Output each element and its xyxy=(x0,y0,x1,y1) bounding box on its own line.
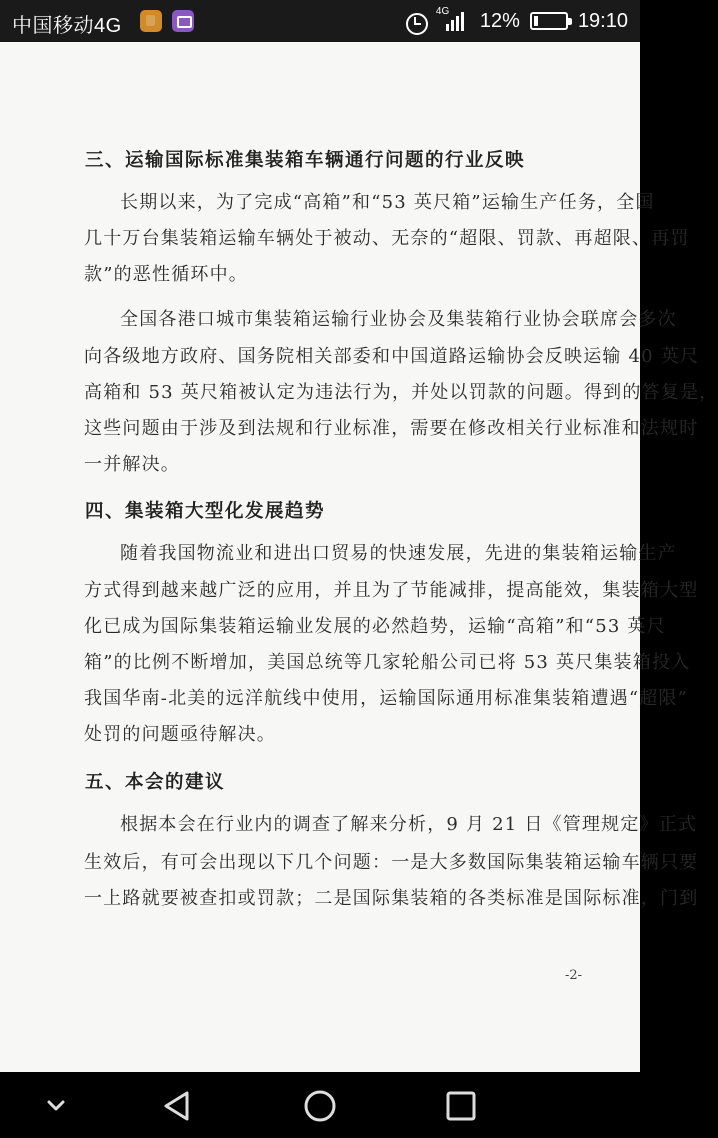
clock: 19:10 xyxy=(577,9,628,32)
paragraph-line: 几十万台集装箱运输车辆处于被动、无奈的“超限、罚款、再超限、再罚 xyxy=(84,228,690,249)
section-heading-4: 四、集装箱大型化发展趋势 xyxy=(85,501,326,522)
paragraph-line: 款”的恶性循环中。 xyxy=(84,264,249,285)
paragraph-line: 长期以来，为了完成“高箱”和“53 英尺箱”运输生产任务，全国 xyxy=(120,192,655,213)
section-heading-3: 三、运输国际标准集装箱车辆通行问题的行业反映 xyxy=(85,150,526,171)
status-indicators xyxy=(404,8,628,34)
gallery-notification-icon xyxy=(172,10,194,32)
section-heading-5: 五、本会的建议 xyxy=(85,772,226,793)
paragraph-line: 一并解决。 xyxy=(84,454,180,475)
status-bar xyxy=(0,0,640,42)
paragraph-line: 一上路就要被查扣或罚款；二是国际集装箱的各类标准是国际标准，门到 xyxy=(84,888,699,909)
paragraph-line: 处罚的问题亟待解决。 xyxy=(84,724,276,745)
paragraph-line: 这些问题由于涉及到法规和行业标准，需要在修改相关行业标准和法规时 xyxy=(84,418,699,439)
paragraph-line: 生效后，有可会出现以下几个问题：一是大多数国际集装箱运输车辆只要 xyxy=(84,852,699,873)
paragraph-line: 全国各港口城市集装箱运输行业协会及集装箱行业协会联席会多次 xyxy=(120,309,677,330)
battery-fill xyxy=(534,16,538,26)
notification-app-icon xyxy=(140,10,162,32)
paragraph-line: 根据本会在行业内的调查了解来分析，9 月 21 日《管理规定》正式 xyxy=(120,814,698,835)
document-page[interactable] xyxy=(0,42,718,1072)
battery-percent: 12% xyxy=(479,9,520,32)
paragraph-line: 随着我国物流业和进出口贸易的快速发展，先进的集装箱运输生产 xyxy=(120,543,677,564)
home-circle-icon[interactable] xyxy=(300,1086,340,1126)
paragraph-line: 我国华南-北美的远洋航线中使用，运输国际通用标准集装箱遭遇“超限” xyxy=(84,688,689,709)
alarm-icon xyxy=(404,10,426,32)
hide-nav-chevron-down-icon[interactable] xyxy=(36,1086,76,1126)
network-type-label: 4G xyxy=(435,6,450,17)
recent-apps-square-icon[interactable] xyxy=(441,1086,481,1126)
battery-icon xyxy=(530,12,568,30)
paragraph-line: 方式得到越来越广泛的应用，并且为了节能减排，提高能效，集装箱大型 xyxy=(84,580,699,601)
paragraph-line: 高箱和 53 英尺箱被认定为违法行为，并处以罚款的问题。得到的答复是， xyxy=(84,382,718,403)
page-number: -2- xyxy=(565,968,583,983)
paragraph-line: 箱”的比例不断增加，美国总统等几家轮船公司已将 53 英尺集装箱投入 xyxy=(84,652,691,673)
navigation-bar xyxy=(0,1072,640,1138)
paragraph-line: 向各级地方政府、国务院相关部委和中国道路运输协会反映运输 40 英尺 xyxy=(84,346,700,367)
paragraph-line: 化已成为国际集装箱运输业发展的必然趋势，运输“高箱”和“53 英尺 xyxy=(84,616,666,637)
back-triangle-icon[interactable] xyxy=(158,1086,198,1126)
signal-icon xyxy=(435,6,470,33)
carrier-label: 中国移动4G xyxy=(12,15,122,37)
